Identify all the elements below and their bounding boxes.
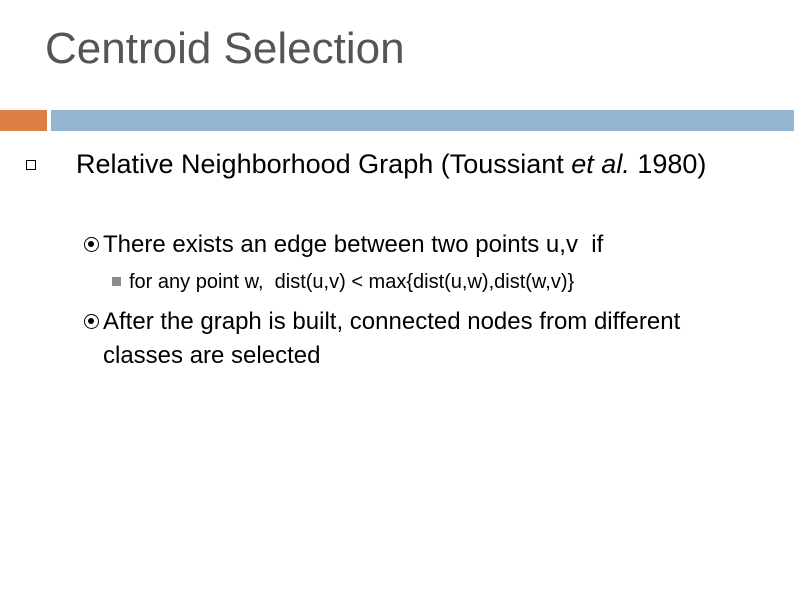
- bullet-level1-italic: et al.: [571, 149, 630, 179]
- bullet-level1-text-end: 1980): [629, 149, 707, 179]
- bullet-level3-condition: for any point w, dist(u,v) < max{dist(u,w),dist(w,v)}: [129, 271, 575, 293]
- square-outline-icon: [26, 160, 36, 170]
- accent-bar-blue: [51, 110, 794, 131]
- bullet-level2-edge: There exists an edge between two points u,v if: [103, 231, 604, 258]
- bullet-level2-selection: After the graph is built, connected nodes from different classes are selected: [103, 308, 681, 369]
- accent-bar-orange: [0, 110, 47, 131]
- circled-dot-icon: [84, 314, 99, 329]
- slide-title: Centroid Selection: [45, 24, 405, 73]
- circled-dot-icon: [84, 237, 99, 252]
- bullet-level1-text: Relative Neighborhood Graph (Toussiant: [76, 149, 572, 179]
- bullet-level1: [76, 146, 756, 183]
- filled-square-icon: [112, 277, 121, 286]
